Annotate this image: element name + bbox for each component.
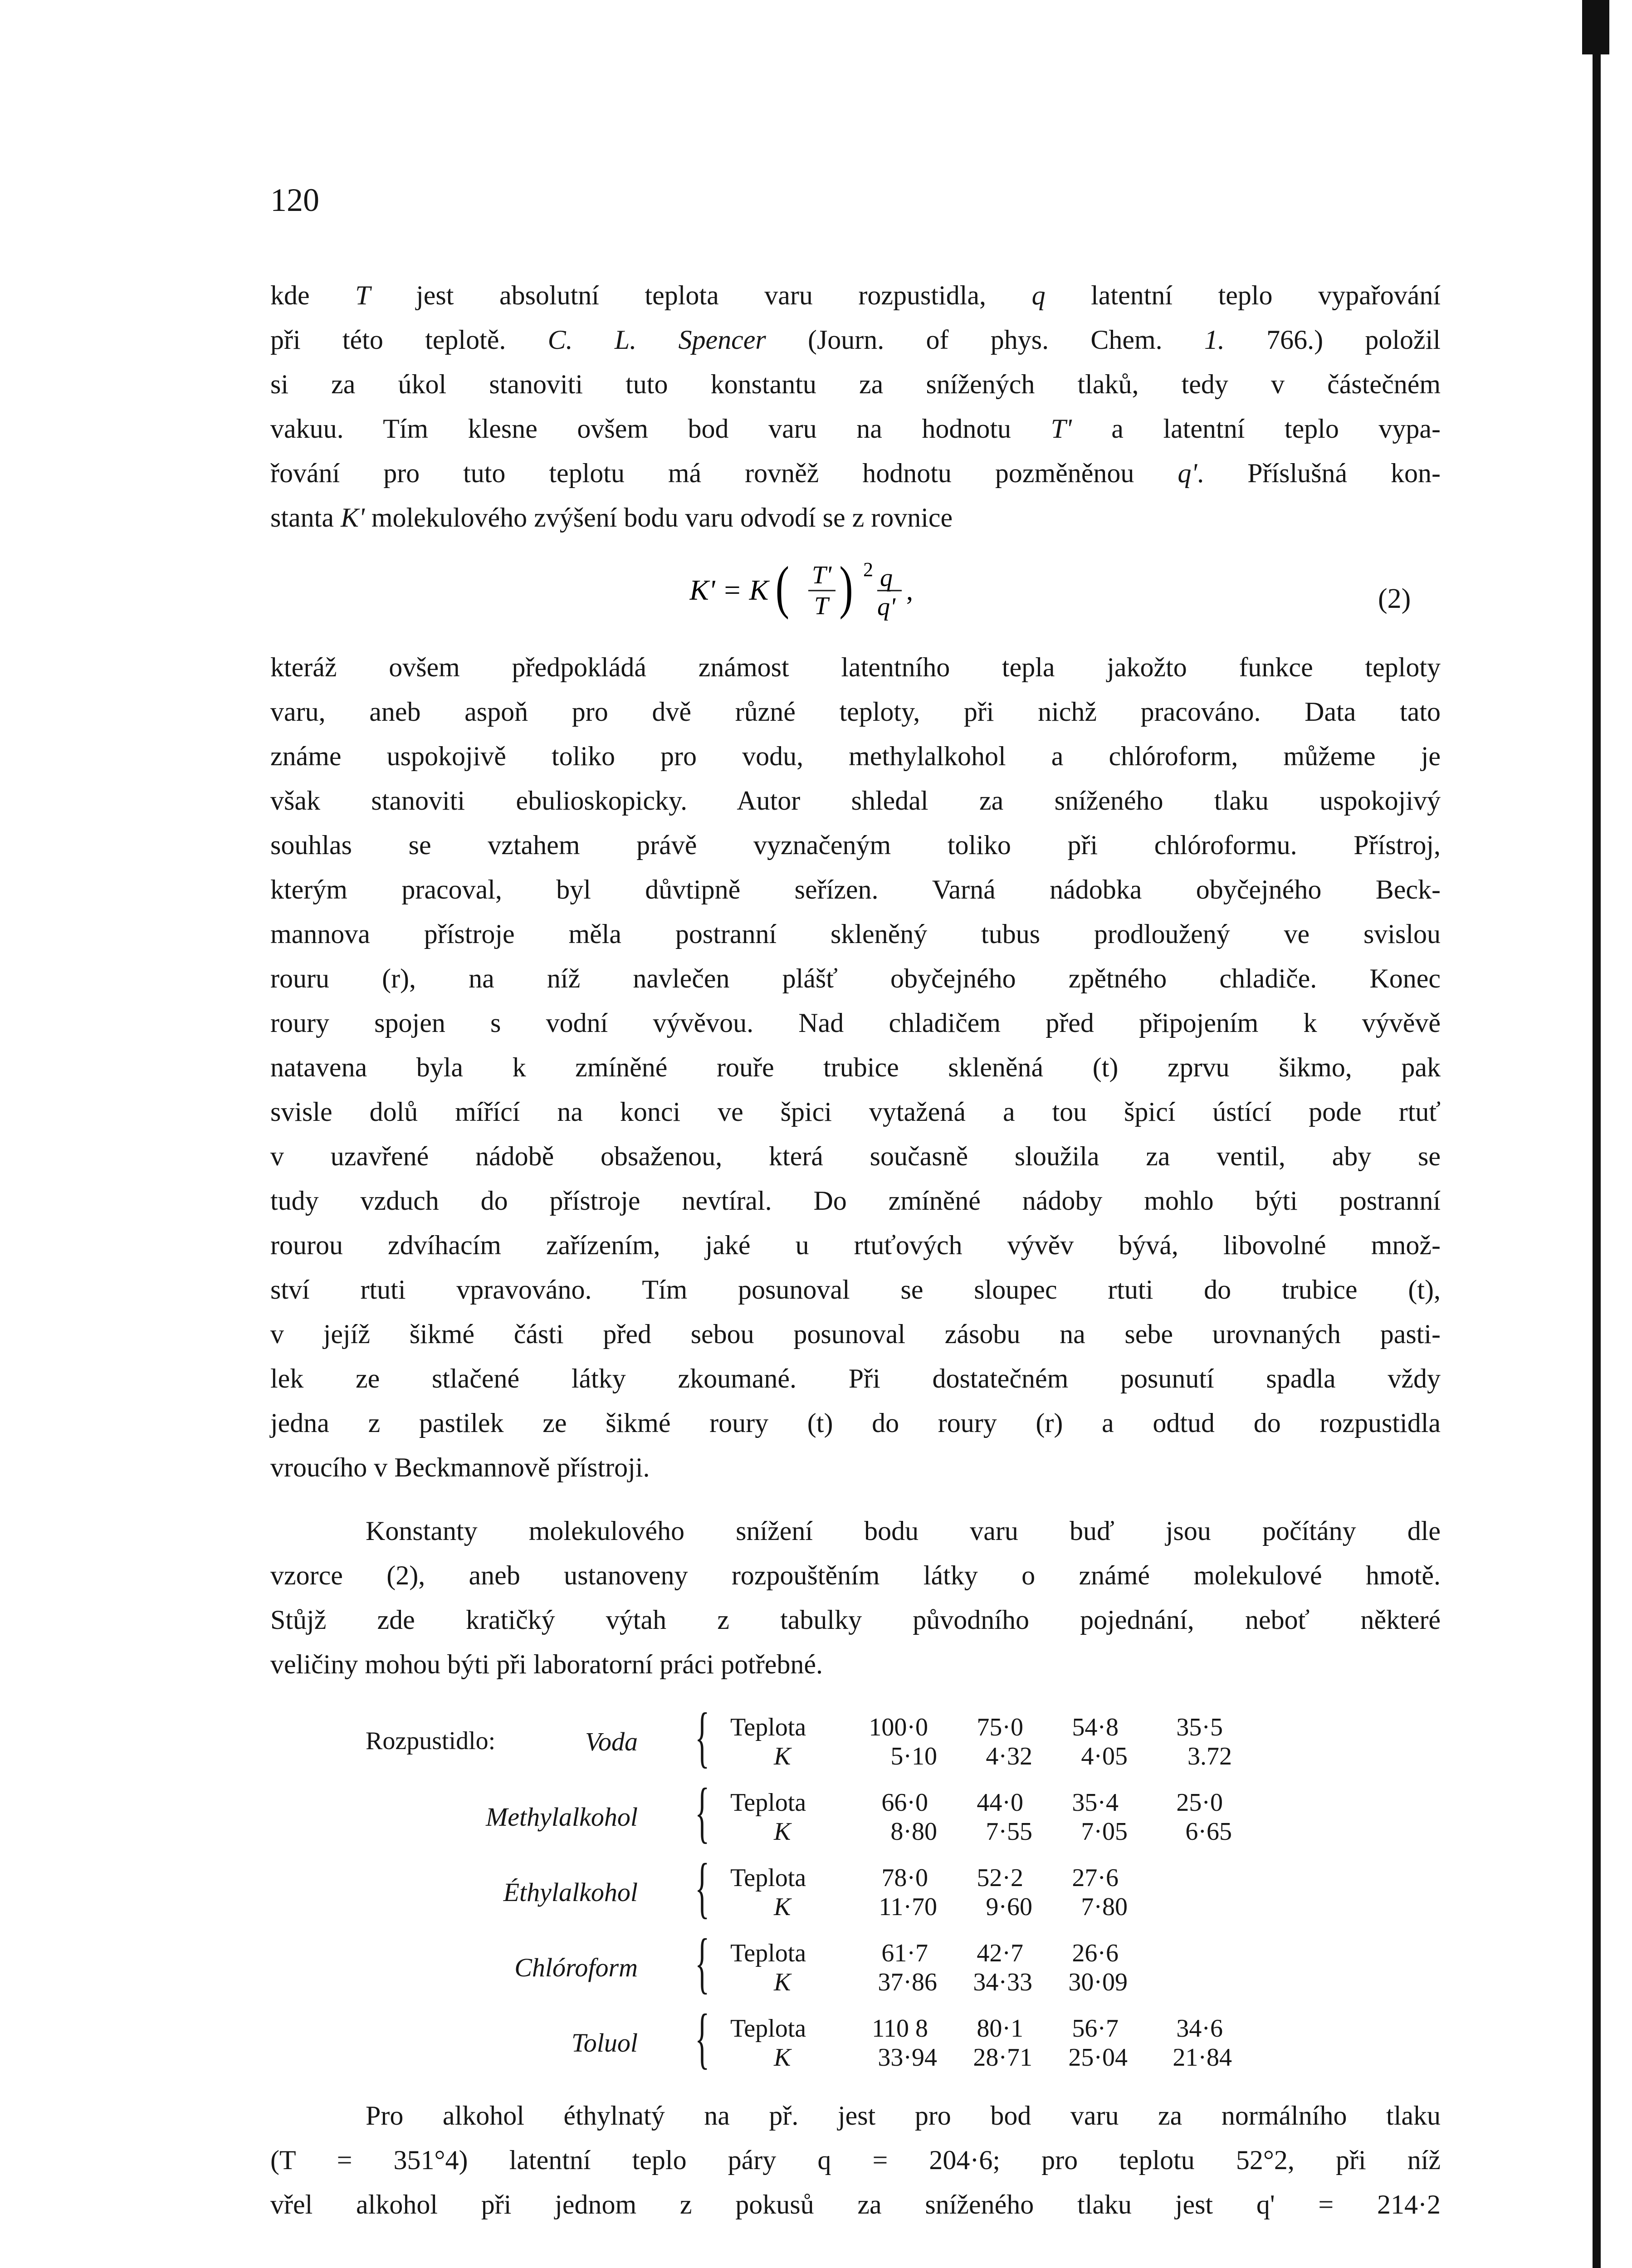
row-label-k: K <box>774 1968 791 1996</box>
text-line: řování pro tuto teplotu má rovněž hodnotu pozměněnou q'. Příslušná kon- <box>270 458 1441 488</box>
text-line: kde T jest absolutní teplota varu rozpustidla, q latentní teplo vypařování <box>270 280 1441 310</box>
text-line: vzorce (2), aneb ustanoveny rozpouštěním látky o známé molekulové hmotě. <box>270 1560 1441 1590</box>
text-line: v jejíž šikmé části před sebou posunoval zásobu na sebe urovnaných pasti- <box>270 1319 1441 1349</box>
row-label-temp: Teplota <box>730 1713 806 1741</box>
solvent-table <box>366 1699 1363 2089</box>
text-line: vřel alkohol při jednom z pokusů za sníženého tlaku jest q' = 214·2 <box>270 2190 1441 2219</box>
text-line: při této teplotě. C. L. Spencer (Journ. of phys. Chem. 1. 766.) položil <box>270 325 1441 355</box>
row-label-temp: Teplota <box>730 1939 806 1967</box>
table-cell: 25·0 <box>1176 1789 1223 1817</box>
table-cell: 35·5 <box>1176 1713 1223 1741</box>
formula-right-paren: ) <box>839 558 853 620</box>
text-line: varu, aneb aspoň pro dvě různé teploty, při nichž pracováno. Data tato <box>270 697 1441 727</box>
brace: { <box>695 1850 710 1925</box>
table-cell: 26·6 <box>1072 1939 1119 1967</box>
table-cell: 8·80 <box>890 1818 937 1846</box>
table-cell: 11·70 <box>879 1893 937 1921</box>
brace: { <box>695 1774 710 1850</box>
table-cell: 100·0 <box>869 1713 928 1741</box>
table-cell: 28·71 <box>973 2043 1032 2072</box>
text-line: souhlas se vztahem právě vyznačeným toliko při chlóroformu. Přístroj, <box>270 830 1441 860</box>
paragraph-apparatus <box>270 645 1441 1490</box>
text-line: Pro alkohol éthylnatý na př. jest pro bod varu za normálního tlaku <box>366 2101 1441 2131</box>
table-cell: 5·10 <box>890 1742 937 1770</box>
table-cell: 34·6 <box>1176 2014 1223 2043</box>
text-line: však stanoviti ebulioskopicky. Autor shledal za sníženého tlaku uspokojivý <box>270 786 1441 816</box>
table-cell: 30·09 <box>1068 1968 1128 1996</box>
row-label-temp: Teplota <box>730 1789 806 1817</box>
table-cell: 4·32 <box>986 1742 1032 1770</box>
row-label-k: K <box>774 2043 791 2072</box>
text-line: vakuu. Tím klesne ovšem bod varu na hodnotu T' a latentní teplo vypa- <box>270 414 1441 444</box>
table-cell: 35·4 <box>1072 1789 1119 1817</box>
table-cell: 33·94 <box>878 2043 937 2072</box>
solvent-name: Chlóroform <box>514 1953 638 1982</box>
formula-numerator-t: T' <box>812 561 832 589</box>
text-line: natavena byla k zmíněné rouře trubice skleněná (t) zprvu šikmo, pak <box>270 1052 1441 1082</box>
row-label-k: K <box>774 1818 791 1846</box>
text-line: tudy vzduch do přístroje nevtíral. Do zmíněné nádoby mohlo býti postranní <box>270 1186 1441 1216</box>
table-cell: 75·0 <box>977 1713 1023 1741</box>
table-cell: 4·05 <box>1081 1742 1128 1770</box>
brace: { <box>695 1699 710 1774</box>
table-cell: 44·0 <box>977 1789 1023 1817</box>
formula-numerator-q: q <box>880 564 893 592</box>
table-cell: 27·6 <box>1072 1864 1119 1892</box>
table-cell: 56·7 <box>1072 2014 1119 2043</box>
text-line: známe uspokojivě toliko pro vodu, methylalkohol a chlóroform, můžeme je <box>270 741 1441 771</box>
text-line: rouru (r), na níž navlečen plášť obyčejného zpětného chladiče. Konec <box>270 963 1441 993</box>
table-cell: 9·60 <box>986 1893 1032 1921</box>
text-line: si za úkol stanoviti tuto konstantu za snížených tlaků, tedy v částečném <box>270 369 1441 399</box>
table-cell: 34·33 <box>973 1968 1032 1996</box>
text-line: svisle dolů mířící na konci ve špici vytažená a tou špicí ústící pode rtuť <box>270 1097 1441 1127</box>
table-cell: 66·0 <box>881 1789 928 1817</box>
text-line: jedna z pastilek ze šikmé roury (t) do roury (r) a odtud do rozpustidla <box>270 1408 1441 1438</box>
table-header-label: Rozpustidlo: <box>366 1727 496 1755</box>
table-cell: 7·05 <box>1081 1818 1128 1846</box>
paragraph-intro <box>270 273 1441 540</box>
row-label-temp: Teplota <box>730 2014 806 2043</box>
table-cell: 37·86 <box>878 1968 937 1996</box>
row-label-k: K <box>774 1742 791 1770</box>
text-line: (T = 351°4) latentní teplo páry q = 204·6; pro teplotu 52°2, při níž <box>270 2145 1441 2175</box>
table-cell: 110 8 <box>872 2014 928 2043</box>
text-line: stanta K' molekulového zvýšení bodu varu odvodí se z rovnice <box>270 503 953 533</box>
paragraph-constants <box>270 1509 1441 1686</box>
row-label-k: K <box>774 1893 791 1921</box>
formula-denominator-q: q' <box>877 593 895 621</box>
brace: { <box>695 2000 710 2076</box>
table-cell: 61·7 <box>881 1939 928 1967</box>
text-line: lek ze stlačené látky zkoumané. Při dostatečném posunutí spadla vždy <box>270 1364 1441 1393</box>
row-label-temp: Teplota <box>730 1864 806 1892</box>
text-line: rourou zdvíhacím zařízením, jaké u rtuťových vývěv bývá, libovolné množ- <box>270 1230 1441 1260</box>
table-cell: 42·7 <box>977 1939 1023 1967</box>
table-cell: 52·2 <box>977 1864 1023 1892</box>
table-cell: 7·55 <box>986 1818 1032 1846</box>
brace: { <box>695 1925 710 2000</box>
formula-denominator-t: T <box>814 592 829 620</box>
table-cell: 7·80 <box>1081 1893 1128 1921</box>
text-line: roury spojen s vodní vývěvou. Nad chladičem před připojením k vývěvě <box>270 1008 1441 1038</box>
table-cell: 6·65 <box>1185 1818 1232 1846</box>
table-cell: 3.72 <box>1187 1742 1232 1770</box>
text-line: ství rtuti vpravováno. Tím posunoval se sloupec rtuti do trubice (t), <box>270 1275 1441 1305</box>
text-line: Stůjž zde kratičký výtah z tabulky původního pojednání, neboť některé <box>270 1605 1441 1635</box>
solvent-name: Toluol <box>571 2028 638 2058</box>
text-line: kteráž ovšem předpokládá známost latentního tepla jakožto funkce teploty <box>270 652 1441 682</box>
table-cell: 25·04 <box>1068 2043 1128 2072</box>
text-line: vroucího v Beckmannově přístroji. <box>270 1452 650 1482</box>
page-number: 120 <box>270 182 319 218</box>
formula-comma: , <box>906 576 913 606</box>
text-line: v uzavřené nádobě obsaženou, která současně sloužila za ventil, aby se <box>270 1141 1441 1171</box>
text-line: mannova přístroje měla postranní skleněný tubus prodloužený ve svislou <box>270 919 1441 949</box>
formula-exponent: 2 <box>863 558 873 581</box>
formula-2 <box>689 558 1007 626</box>
paragraph-example <box>270 2093 1441 2227</box>
text-line: kterým pracoval, byl důvtipně seřízen. Varná nádobka obyčejného Beck- <box>270 875 1441 904</box>
formula-lhs: K' = K <box>689 574 769 606</box>
formula-left-paren: ( <box>775 558 789 620</box>
table-cell: 21·84 <box>1173 2043 1232 2072</box>
table-cell: 54·8 <box>1072 1713 1119 1741</box>
text-line: Konstanty molekulového snížení bodu varu buď jsou počítány dle <box>366 1516 1441 1546</box>
table-cell: 80·1 <box>977 2014 1023 2043</box>
solvent-name: Éthylalkohol <box>503 1877 638 1907</box>
table-cell: 78·0 <box>881 1864 928 1892</box>
solvent-name: Voda <box>585 1727 638 1756</box>
solvent-name: Methylalkohol <box>485 1802 638 1832</box>
binding-edge <box>1593 0 1601 2268</box>
formula-number: (2) <box>1378 583 1411 614</box>
text-line: veličiny mohou býti při laboratorní práci potřebné. <box>270 1649 823 1679</box>
